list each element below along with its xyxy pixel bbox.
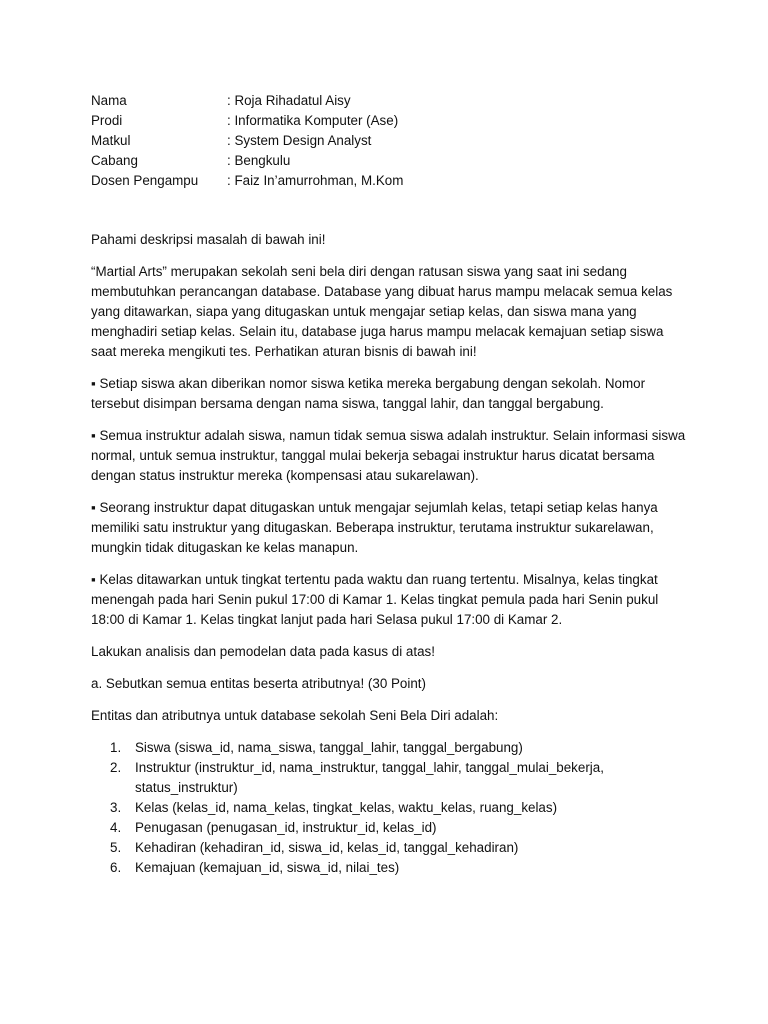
info-row-prodi — [91, 111, 691, 131]
info-value: : Informatika Komputer (Ase) — [227, 113, 399, 128]
list-item — [91, 738, 691, 758]
business-rule-3: ▪ Seorang instruktur dapat ditugaskan untuk mengajar sejumlah kelas, tetapi setiap kelas hanya memiliki satu instruktur yang ditugaskan. Beberapa instruktur, terutama instruktur sukarelawan, mungkin tidak ditugaskan ke kelas manapun. — [91, 500, 658, 555]
info-row-matkul — [91, 131, 691, 151]
info-label: Prodi — [91, 113, 123, 128]
answer-intro: Entitas dan atributnya untuk database sekolah Seni Bela Diri adalah: — [91, 708, 499, 723]
business-rule-2: ▪ Semua instruktur adalah siswa, namun tidak semua siswa adalah instruktur. Selain informasi siswa normal, untuk semua instruktur, tanggal mulai bekerja sebagai instruktur harus dicatat bersama dengan status instruktur mereka (kompensasi atau sukarelawan). — [91, 428, 686, 483]
list-number: 1. — [110, 740, 122, 755]
info-row-dosen — [91, 171, 691, 191]
list-text: Kehadiran (kehadiran_id, siswa_id, kelas_id, tanggal_kehadiran) — [135, 840, 519, 855]
list-number: 3. — [110, 800, 122, 815]
info-value: : Faiz In’amurrohman, M.Kom — [227, 173, 404, 188]
list-number: 2. — [110, 760, 122, 775]
info-row-nama — [91, 91, 691, 111]
info-row-cabang — [91, 151, 691, 171]
info-value: : System Design Analyst — [227, 133, 372, 148]
instruction-paragraph: Lakukan analisis dan pemodelan data pada kasus di atas! — [91, 644, 435, 659]
list-text: Instruktur (instruktur_id, nama_instruktur, tanggal_lahir, tanggal_mulai_bekerja, status_instruktur) — [135, 760, 604, 795]
info-value: : Bengkulu — [227, 153, 291, 168]
document-page — [91, 91, 691, 878]
entity-list — [91, 738, 691, 878]
list-item — [91, 758, 691, 798]
student-info — [91, 91, 691, 191]
info-label: Matkul — [91, 133, 131, 148]
list-number: 4. — [110, 820, 122, 835]
info-label: Dosen Pengampu — [91, 173, 199, 188]
info-label: Nama — [91, 93, 127, 108]
list-number: 6. — [110, 860, 122, 875]
list-text: Penugasan (penugasan_id, instruktur_id, kelas_id) — [135, 820, 437, 835]
business-rule-4: ▪ Kelas ditawarkan untuk tingkat tertentu pada waktu dan ruang tertentu. Misalnya, kelas tingkat menengah pada hari Senin pukul 17:00 di Kamar 1. Kelas tingkat pemula pada hari Senin pukul 18:00 di Kamar 1. Kelas tingkat lanjut pada hari Selasa pukul 17:00 di Kamar 2. — [91, 572, 659, 627]
list-text: Siswa (siswa_id, nama_siswa, tanggal_lahir, tanggal_bergabung) — [135, 740, 523, 755]
business-rule-1: ▪ Setiap siswa akan diberikan nomor siswa ketika mereka bergabung dengan sekolah. Nomor tersebut disimpan bersama dengan nama siswa, tanggal lahir, dan tanggal bergabung. — [91, 376, 646, 411]
list-item — [91, 838, 691, 858]
info-value: : Roja Rihadatul Aisy — [227, 93, 351, 108]
list-item — [91, 818, 691, 838]
question-a: a. Sebutkan semua entitas beserta atributnya! (30 Point) — [91, 676, 426, 691]
info-label: Cabang — [91, 153, 138, 168]
list-text: Kemajuan (kemajuan_id, siswa_id, nilai_tes) — [135, 860, 400, 875]
description-paragraph: “Martial Arts” merupakan sekolah seni bela diri dengan ratusan siswa yang saat ini sedang membutuhkan perancangan database. Database yang dibuat harus mampu melacak semua kelas yang ditawarkan, siapa yang ditugaskan untuk mengajar setiap kelas, dan siswa mana yang menghadiri setiap kelas. Selain itu, database juga harus mampu melacak kemajuan setiap siswa saat mereka mengikuti tes. Perhatikan aturan bisnis di bawah ini! — [91, 264, 673, 359]
list-item — [91, 858, 691, 878]
intro-paragraph: Pahami deskripsi masalah di bawah ini! — [91, 232, 326, 247]
list-number: 5. — [110, 840, 122, 855]
list-item — [91, 798, 691, 818]
list-text: Kelas (kelas_id, nama_kelas, tingkat_kelas, waktu_kelas, ruang_kelas) — [135, 800, 558, 815]
